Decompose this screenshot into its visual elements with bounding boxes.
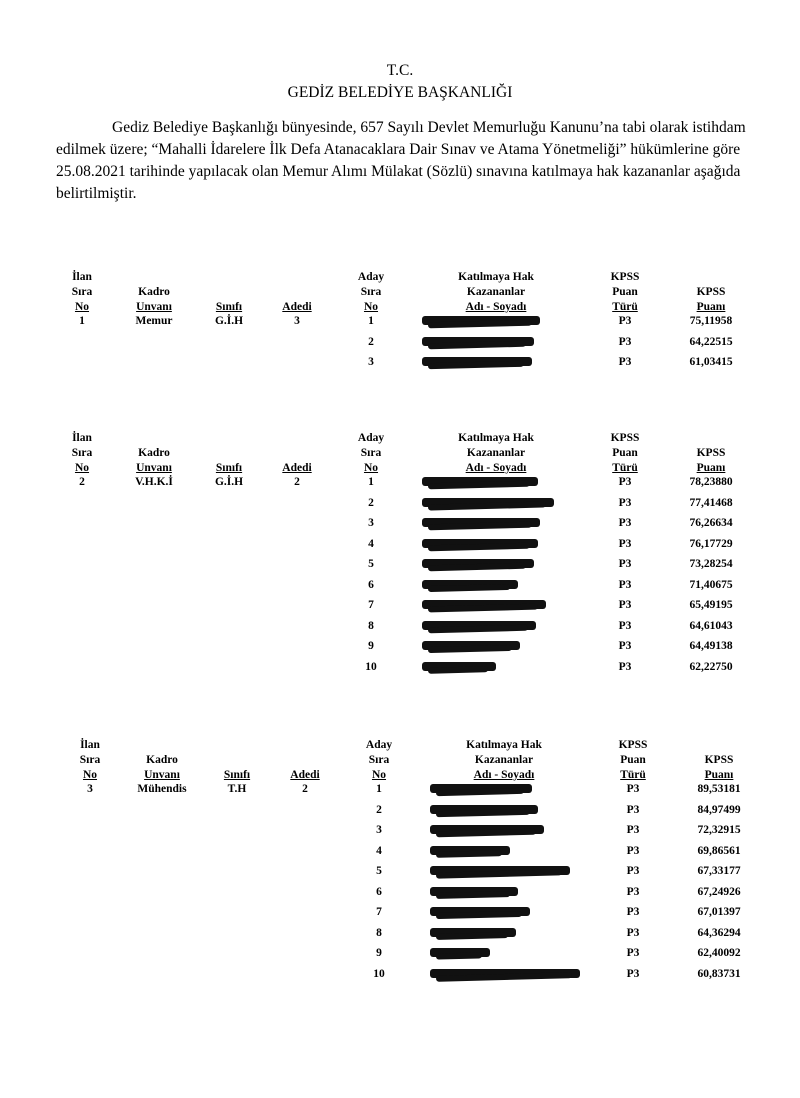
kpss-puani: 61,03415 bbox=[689, 356, 733, 368]
column-header-line: Puanı bbox=[704, 769, 734, 781]
redacted-name bbox=[430, 866, 570, 878]
kpss-puan-turu: P3 bbox=[618, 517, 632, 529]
kpss-puan-turu: P3 bbox=[626, 783, 640, 795]
column-header-line: Türü bbox=[620, 769, 646, 781]
aday-sira-no: 3 bbox=[376, 824, 382, 836]
column-header-line: Unvanı bbox=[136, 462, 172, 474]
kpss-puani: 75,11958 bbox=[689, 315, 733, 327]
aday-sira-no: 1 bbox=[368, 315, 374, 327]
column-header-line: Sınıfı bbox=[215, 301, 243, 313]
column-header-line: KPSS bbox=[696, 447, 726, 459]
ilan-no: 2 bbox=[79, 476, 85, 488]
aday-sira-no: 5 bbox=[376, 865, 382, 877]
kpss-puan-turu: P3 bbox=[618, 619, 632, 632]
aday-sira-no: 10 bbox=[373, 967, 385, 980]
redacted-name bbox=[422, 518, 540, 530]
kpss-puani: 78,23880 bbox=[689, 476, 733, 488]
kpss-puani: 89,53181 bbox=[697, 783, 741, 795]
column-header-line: No bbox=[363, 301, 379, 313]
column-header-line: Puan bbox=[612, 286, 638, 298]
column-header-line: Adedi bbox=[290, 769, 320, 781]
column-header-ilan bbox=[58, 431, 106, 476]
sinif: T.H bbox=[227, 783, 247, 795]
column-header-ilan bbox=[66, 738, 114, 783]
column-header-line: Katılmaya Hak bbox=[458, 432, 534, 444]
aday-sira-no: 3 bbox=[368, 356, 374, 368]
redacted-name bbox=[430, 928, 516, 940]
intro-paragraph: Gediz Belediye Başkanlığı bünyesinde, 657 Sayılı Devlet Memurluğu Kanunu’na tabi olarak istihdam edilmek üzere; “Mahalli İdarelere İlk Defa Atanacaklara Dair Sınav ve Atama Yönetmeliği” hükümlerine göre 25.08.2021 tarihinde yapılacak olan Memur Alımı Mülakat (Sözlü) sınavına katılmaya hak kazananlar aşağıda belirtilmiştir. bbox=[56, 119, 746, 202]
aday-sira-no: 10 bbox=[365, 660, 377, 673]
ilan-section bbox=[0, 431, 800, 731]
kpss-puani: 72,32915 bbox=[697, 824, 741, 836]
ilan-section bbox=[0, 738, 800, 1038]
aday-sira-no: 1 bbox=[376, 783, 382, 795]
column-header-line: Sıra bbox=[71, 447, 93, 459]
kpss-puani: 65,49195 bbox=[689, 599, 733, 611]
kpss-puan-turu: P3 bbox=[618, 558, 632, 570]
aday-sira-no: 7 bbox=[368, 599, 374, 611]
aday-sira-no: 6 bbox=[368, 578, 374, 591]
column-header-line: Unvanı bbox=[136, 301, 172, 313]
kpss-puani: 69,86561 bbox=[697, 844, 741, 857]
aday-sira-no: 2 bbox=[376, 803, 382, 816]
column-header-line: Kadro bbox=[146, 754, 178, 766]
kpss-puani: 60,83731 bbox=[697, 967, 741, 980]
aday-sira-no: 8 bbox=[368, 619, 374, 632]
column-header-line: No bbox=[74, 301, 90, 313]
kpss-puan-turu: P3 bbox=[618, 476, 632, 488]
ilan-no: 1 bbox=[79, 315, 85, 327]
column-header-ilan bbox=[58, 270, 106, 315]
column-header-line: İlan bbox=[72, 271, 92, 283]
redacted-name bbox=[422, 539, 538, 551]
column-header-aday bbox=[346, 270, 396, 315]
aday-sira-no: 4 bbox=[376, 844, 382, 857]
column-header-katilan bbox=[418, 431, 574, 476]
kpss-puani: 62,22750 bbox=[689, 660, 733, 673]
kpss-puan-turu: P3 bbox=[626, 906, 640, 918]
column-header-line: Sıra bbox=[360, 447, 382, 459]
kpss-puani: 67,33177 bbox=[697, 865, 741, 877]
column-header-line: Adı - Soyadı bbox=[473, 769, 535, 781]
kpss-puani: 64,22515 bbox=[689, 335, 733, 348]
column-header-tur bbox=[608, 738, 658, 783]
kpss-puani: 71,40675 bbox=[689, 578, 733, 591]
ilan-no: 3 bbox=[87, 783, 93, 795]
aday-sira-no: 2 bbox=[368, 335, 374, 348]
aday-sira-no: 3 bbox=[368, 517, 374, 529]
column-header-line: Sıra bbox=[79, 754, 101, 766]
redacted-name bbox=[430, 969, 580, 981]
kpss-puan-turu: P3 bbox=[618, 335, 632, 348]
aday-sira-no: 7 bbox=[376, 906, 382, 918]
aday-sira-no: 8 bbox=[376, 926, 382, 939]
adet: 3 bbox=[294, 315, 300, 327]
column-header-line: Adı - Soyadı bbox=[465, 301, 527, 313]
column-header-line: Kazananlar bbox=[474, 754, 534, 766]
redacted-name bbox=[422, 600, 546, 612]
kpss-puan-turu: P3 bbox=[618, 315, 632, 327]
kpss-puan-turu: P3 bbox=[626, 803, 640, 816]
column-header-line: Sıra bbox=[368, 754, 390, 766]
kpss-puan-turu: P3 bbox=[618, 356, 632, 368]
kpss-puani: 67,24926 bbox=[697, 885, 741, 898]
column-header-line: KPSS bbox=[610, 432, 640, 444]
redacted-name bbox=[422, 477, 538, 489]
redacted-name bbox=[422, 316, 540, 328]
kpss-puan-turu: P3 bbox=[626, 824, 640, 836]
kpss-puani: 64,61043 bbox=[689, 619, 733, 632]
column-header-aday bbox=[354, 738, 404, 783]
column-header-line: KPSS bbox=[618, 739, 648, 751]
kpss-puan-turu: P3 bbox=[618, 640, 632, 652]
column-header-line: Sınıfı bbox=[223, 769, 251, 781]
column-header-line: Adedi bbox=[282, 301, 312, 313]
column-header-line: No bbox=[74, 462, 90, 474]
redacted-name bbox=[422, 498, 554, 510]
kpss-puani: 76,17729 bbox=[689, 537, 733, 550]
aday-sira-no: 6 bbox=[376, 885, 382, 898]
redacted-name bbox=[430, 887, 518, 899]
aday-sira-no: 1 bbox=[368, 476, 374, 488]
column-header-line: Sıra bbox=[360, 286, 382, 298]
redacted-name bbox=[422, 559, 534, 571]
kadro-unvani: Mühendis bbox=[137, 783, 187, 795]
header-tc: T.C. bbox=[386, 62, 414, 79]
kpss-puan-turu: P3 bbox=[626, 844, 640, 857]
kpss-puan-turu: P3 bbox=[626, 967, 640, 980]
sinif: G.İ.H bbox=[214, 315, 244, 327]
kpss-puani: 64,49138 bbox=[689, 640, 733, 652]
redacted-name bbox=[430, 948, 490, 960]
kadro-unvani: V.H.K.İ bbox=[135, 476, 173, 488]
kpss-puan-turu: P3 bbox=[618, 578, 632, 591]
kpss-puani: 73,28254 bbox=[689, 558, 733, 570]
column-header-line: No bbox=[363, 462, 379, 474]
column-header-line: Adı - Soyadı bbox=[465, 462, 527, 474]
redacted-name bbox=[422, 357, 532, 369]
header-institution: GEDİZ BELEDİYE BAŞKANLIĞI bbox=[287, 84, 513, 101]
column-header-katilan bbox=[418, 270, 574, 315]
kpss-puani: 62,40092 bbox=[697, 947, 741, 959]
aday-sira-no: 4 bbox=[368, 537, 374, 550]
aday-sira-no: 5 bbox=[368, 558, 374, 570]
adet: 2 bbox=[294, 476, 300, 488]
kpss-puan-turu: P3 bbox=[626, 947, 640, 959]
column-header-line: Türü bbox=[612, 462, 638, 474]
aday-sira-no: 9 bbox=[368, 640, 374, 652]
column-header-aday bbox=[346, 431, 396, 476]
adet: 2 bbox=[302, 783, 308, 795]
column-header-line: Adedi bbox=[282, 462, 312, 474]
column-header-line: No bbox=[371, 769, 387, 781]
kpss-puan-turu: P3 bbox=[626, 885, 640, 898]
column-header-katilan bbox=[426, 738, 582, 783]
redacted-name bbox=[422, 337, 534, 349]
redacted-name bbox=[422, 621, 536, 633]
kpss-puan-turu: P3 bbox=[618, 660, 632, 673]
column-header-line: Unvanı bbox=[144, 769, 180, 781]
column-header-line: Katılmaya Hak bbox=[458, 271, 534, 283]
column-header-line: Aday bbox=[357, 271, 385, 283]
column-header-line: Kadro bbox=[138, 447, 170, 459]
kpss-puan-turu: P3 bbox=[626, 926, 640, 939]
column-header-line: Puan bbox=[620, 754, 646, 766]
column-header-line: Türü bbox=[612, 301, 638, 313]
kpss-puani: 76,26634 bbox=[689, 517, 733, 529]
redacted-name bbox=[430, 805, 538, 817]
redacted-name bbox=[430, 846, 510, 858]
column-header-line: Puan bbox=[612, 447, 638, 459]
sinif: G.İ.H bbox=[214, 476, 244, 488]
column-header-line: Puanı bbox=[696, 301, 726, 313]
redacted-name bbox=[430, 784, 532, 796]
kpss-puan-turu: P3 bbox=[618, 496, 632, 509]
redacted-name bbox=[430, 825, 544, 837]
kpss-puani: 67,01397 bbox=[697, 906, 741, 918]
column-header-line: Kadro bbox=[138, 286, 170, 298]
column-header-line: KPSS bbox=[610, 271, 640, 283]
column-header-line: Aday bbox=[365, 739, 393, 751]
redacted-name bbox=[422, 580, 518, 592]
column-header-line: Sınıfı bbox=[215, 462, 243, 474]
redacted-name bbox=[422, 662, 496, 674]
column-header-line: Kazananlar bbox=[466, 286, 526, 298]
aday-sira-no: 2 bbox=[368, 496, 374, 509]
kpss-puan-turu: P3 bbox=[618, 599, 632, 611]
column-header-line: İlan bbox=[72, 432, 92, 444]
kpss-puani: 64,36294 bbox=[697, 926, 741, 939]
kpss-puan-turu: P3 bbox=[618, 537, 632, 550]
column-header-line: KPSS bbox=[704, 754, 734, 766]
column-header-line: Katılmaya Hak bbox=[466, 739, 542, 751]
column-header-line: Aday bbox=[357, 432, 385, 444]
column-header-line: Kazananlar bbox=[466, 447, 526, 459]
redacted-name bbox=[430, 907, 530, 919]
column-header-tur bbox=[600, 431, 650, 476]
kpss-puan-turu: P3 bbox=[626, 865, 640, 877]
kadro-unvani: Memur bbox=[135, 315, 173, 327]
column-header-line: Sıra bbox=[71, 286, 93, 298]
column-header-line: No bbox=[82, 769, 98, 781]
redacted-name bbox=[422, 641, 520, 653]
column-header-line: Puanı bbox=[696, 462, 726, 474]
kpss-puani: 84,97499 bbox=[697, 803, 741, 816]
kpss-puani: 77,41468 bbox=[689, 496, 733, 509]
column-header-tur bbox=[600, 270, 650, 315]
aday-sira-no: 9 bbox=[376, 947, 382, 959]
column-header-line: KPSS bbox=[696, 286, 726, 298]
column-header-line: İlan bbox=[80, 739, 100, 751]
